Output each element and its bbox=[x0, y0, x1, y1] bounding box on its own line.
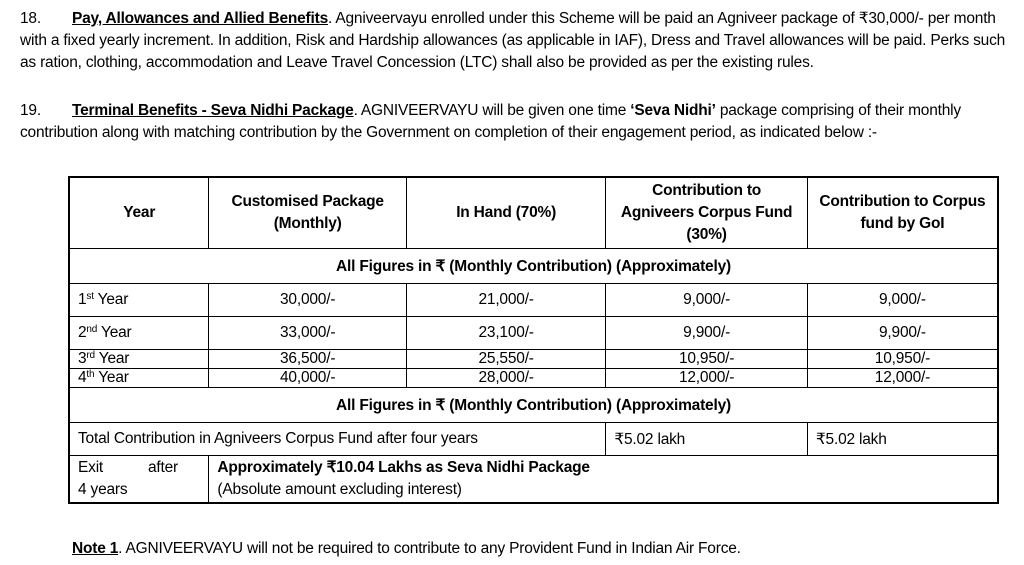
figures-note-row bbox=[69, 249, 998, 284]
year-cell: 4th Year bbox=[69, 369, 209, 388]
note-1 bbox=[72, 540, 741, 558]
corpus-cell: 10,950/- bbox=[606, 350, 808, 369]
package-cell: 33,000/- bbox=[209, 317, 407, 350]
exit-package-amount: Approximately ₹10.04 Lakhs as Seva Nidhi Package bbox=[217, 459, 590, 476]
year-cell: 3rd Year bbox=[69, 350, 209, 369]
paragraph-heading: Terminal Benefits - Seva Nidhi Package bbox=[72, 102, 354, 119]
paragraph-heading: Pay, Allowances and Allied Benefits bbox=[72, 10, 329, 27]
header-in-hand: In Hand (70%) bbox=[406, 177, 605, 249]
table-row bbox=[69, 350, 998, 369]
table-row bbox=[69, 317, 998, 350]
in-hand-cell: 25,550/- bbox=[406, 350, 605, 369]
paragraph-19 bbox=[20, 100, 1016, 144]
exit-label: Exit after 4 years bbox=[69, 456, 209, 504]
package-cell: 30,000/- bbox=[209, 284, 407, 317]
in-hand-cell: 21,000/- bbox=[406, 284, 605, 317]
figures-note: All Figures in ₹ (Monthly Contribution) (Approximately) bbox=[69, 388, 998, 423]
total-row bbox=[69, 423, 998, 456]
year-cell: 2nd Year bbox=[69, 317, 209, 350]
header-package: Customised Package (Monthly) bbox=[209, 177, 407, 249]
seva-nidhi-table bbox=[68, 176, 999, 504]
table-row bbox=[69, 369, 998, 388]
in-hand-cell: 23,100/- bbox=[406, 317, 605, 350]
goi-cell: 9,000/- bbox=[807, 284, 998, 317]
corpus-cell: 9,900/- bbox=[606, 317, 808, 350]
total-label: Total Contribution in Agniveers Corpus Fund after four years bbox=[69, 423, 606, 456]
figures-note-row bbox=[69, 388, 998, 423]
table-header-row bbox=[69, 177, 998, 249]
corpus-cell: 12,000/- bbox=[606, 369, 808, 388]
package-cell: 40,000/- bbox=[209, 369, 407, 388]
paragraph-number: 19. bbox=[20, 102, 41, 119]
in-hand-cell: 28,000/- bbox=[406, 369, 605, 388]
total-goi: ₹5.02 lakh bbox=[807, 423, 998, 456]
paragraph-number: 18. bbox=[20, 10, 41, 27]
goi-cell: 9,900/- bbox=[807, 317, 998, 350]
figures-note: All Figures in ₹ (Monthly Contribution) (Approximately) bbox=[69, 249, 998, 284]
exit-package-note: (Absolute amount excluding interest) bbox=[217, 481, 462, 498]
paragraph-text: package comprising of their monthly contribution along with matching contribution by the Government on completion of their engagement period, as indicated below :- bbox=[20, 102, 961, 141]
paragraph-text: . Agniveervayu enrolled under this Scheme will be paid an Agniveer package of ₹30,000/- per month with a fixed yearly increment. In addition, Risk and Hardship allowances (as applicable in IAF), Dress and Travel allowances will be paid. Perks such as ration, clothing, accommodation and Leave Travel Concession (LTC) shall also be provided as per the existing rules. bbox=[20, 10, 1006, 71]
header-corpus: Contribution to Agniveers Corpus Fund (30%) bbox=[606, 177, 808, 249]
note-text: . AGNIVEERVAYU will not be required to contribute to any Provident Fund in Indian Air Force. bbox=[118, 540, 741, 557]
paragraph-text: . AGNIVEERVAYU will be given one time bbox=[353, 102, 631, 119]
seva-nidhi-term: ‘Seva Nidhi’ bbox=[630, 102, 716, 119]
total-corpus: ₹5.02 lakh bbox=[606, 423, 808, 456]
paragraph-18 bbox=[20, 8, 1016, 74]
year-cell: 1st Year bbox=[69, 284, 209, 317]
table-row bbox=[69, 284, 998, 317]
package-cell: 36,500/- bbox=[209, 350, 407, 369]
note-label: Note 1 bbox=[72, 540, 119, 557]
corpus-cell: 9,000/- bbox=[606, 284, 808, 317]
exit-row bbox=[69, 456, 998, 504]
goi-cell: 12,000/- bbox=[807, 369, 998, 388]
goi-cell: 10,950/- bbox=[807, 350, 998, 369]
header-goi: Contribution to Corpus fund by GoI bbox=[807, 177, 998, 249]
header-year: Year bbox=[69, 177, 209, 249]
exit-package bbox=[209, 456, 998, 504]
